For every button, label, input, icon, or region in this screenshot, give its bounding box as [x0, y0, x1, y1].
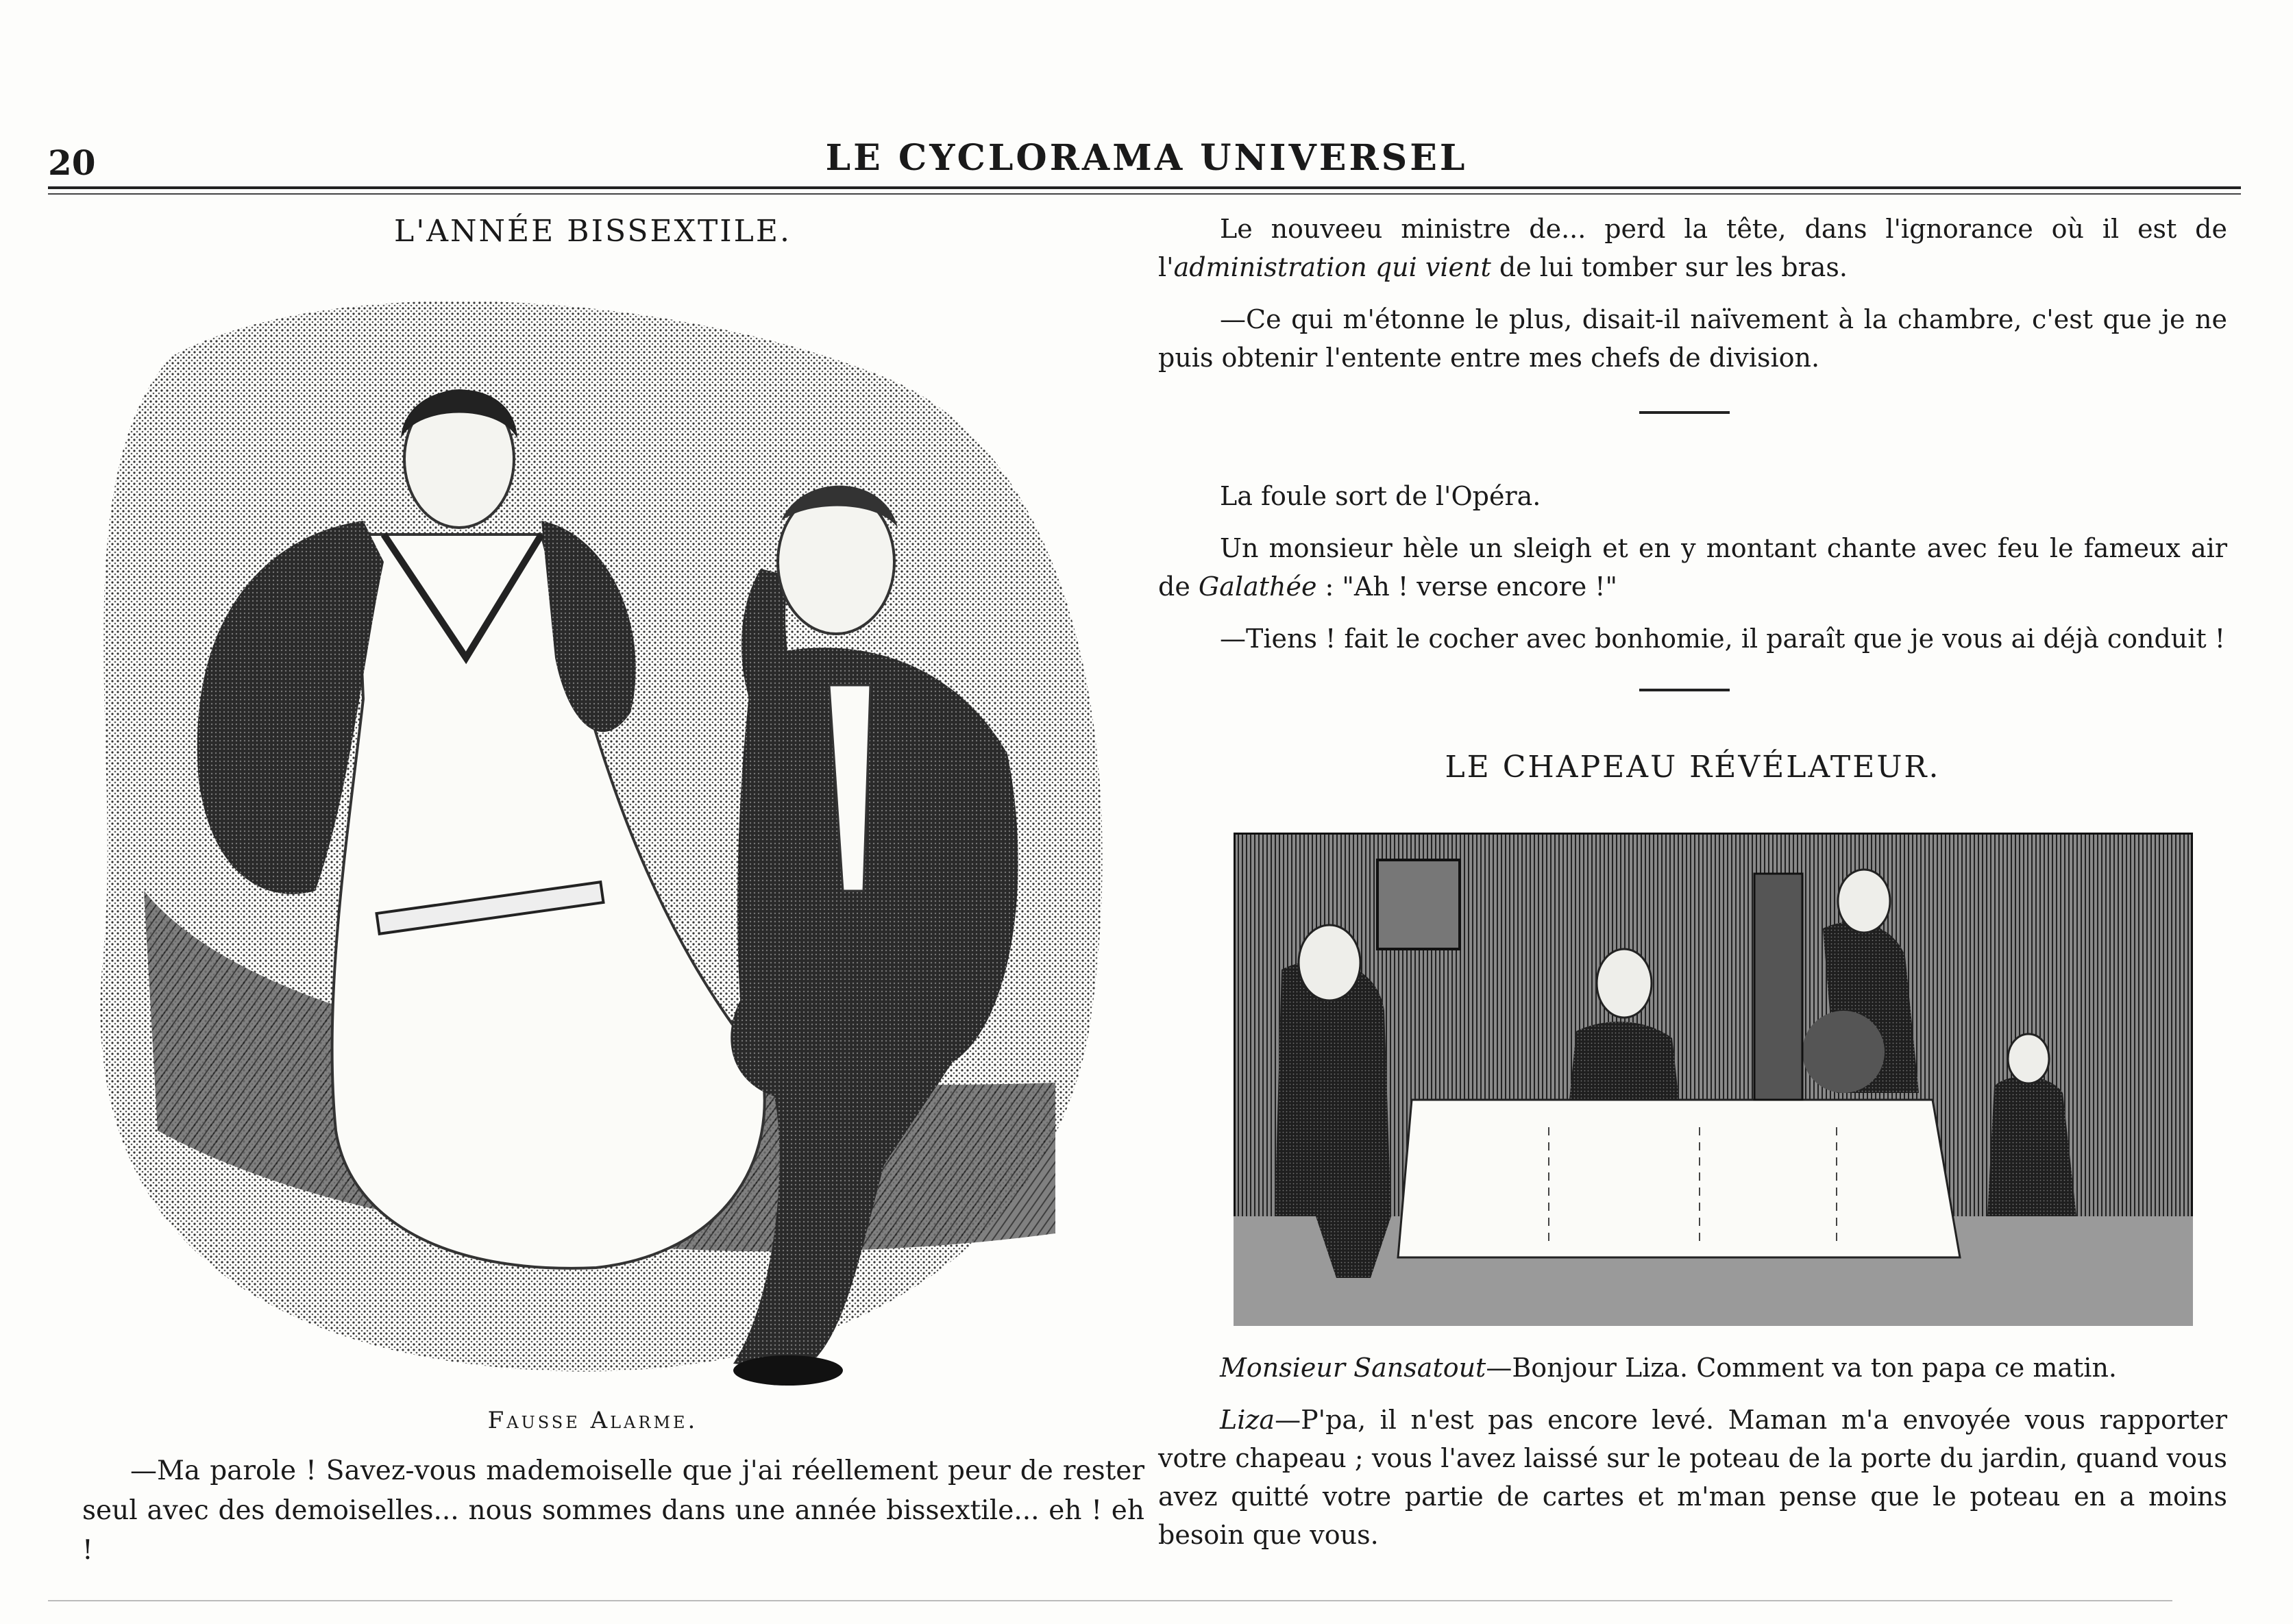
story-ministre-p1: Le nouveeu ministre de... perd la tête, dans l'ignorance où il est de l'administration qui vient de lui tomber sur les bras.	[1158, 214, 2227, 282]
story-opera	[1158, 477, 2227, 672]
section-title-chapeau-revelateur: LE CHAPEAU RÉVÉLATEUR.	[1445, 750, 1941, 785]
speaker-sansatout: Monsieur Sansatout	[1220, 1353, 1486, 1383]
engraving-dining-room-image	[1234, 833, 2193, 1326]
dialogue-liza: Liza—P'pa, il n'est pas encore levé. Maman m'a envoyée vous rapporter votre chapeau ; vous l'avez laissé sur le poteau de la porte du jardin, quand vous avez quitté votre partie de cartes et m'man pense que le poteau en a moins besoin que vous.	[1158, 1405, 2227, 1550]
header-rule-thin	[48, 193, 2241, 195]
speaker-liza: Liza	[1220, 1405, 1275, 1435]
story-opera-p1: La foule sort de l'Opéra.	[1220, 481, 1541, 511]
bottom-margin-line	[48, 1600, 2172, 1601]
story-ministre-p2: —Ce qui m'étonne le plus, disait-il naïvement à la chambre, c'est que je ne puis obtenir l'entente entre mes chefs de division.	[1158, 304, 2227, 373]
separator-rule	[1639, 411, 1730, 414]
header-rule	[48, 186, 2241, 189]
newspaper-title: LE CYCLORAMA UNIVERSEL	[825, 137, 1468, 179]
illustration-fausse-alarme	[62, 274, 1124, 1398]
dialogue-sansatout: Monsieur Sansatout—Bonjour Liza. Comment va ton papa ce matin.	[1220, 1353, 2118, 1383]
story-opera-p3: —Tiens ! fait le cocher avec bonhomie, il paraît que je vous ai déjà conduit !	[1220, 624, 2226, 654]
story-opera-p2: Un monsieur hèle un sleigh et en y montant chante avec feu le fameux air de Galathée : "Ah ! verse encore !"	[1158, 533, 2227, 602]
page-number: 20	[48, 143, 96, 183]
section-title-annee-bissextile: L'ANNÉE BISSEXTILE.	[393, 214, 792, 249]
dialogue-paragraph: —Ma parole ! Savez-vous mademoiselle que j'ai réellement peur de rester seul avec des demoiselles... nous sommes dans une année bissextile... eh ! eh !	[82, 1455, 1144, 1566]
engraving-couple-image	[62, 274, 1124, 1398]
illustration-caption: Fausse Alarme.	[487, 1407, 698, 1434]
illustration-dining-room	[1234, 833, 2193, 1326]
story-ministre	[1158, 210, 2227, 391]
story-chapeau-dialogue	[1158, 1349, 2227, 1568]
separator-rule	[1639, 689, 1730, 691]
left-paragraph-container	[82, 1451, 1144, 1584]
